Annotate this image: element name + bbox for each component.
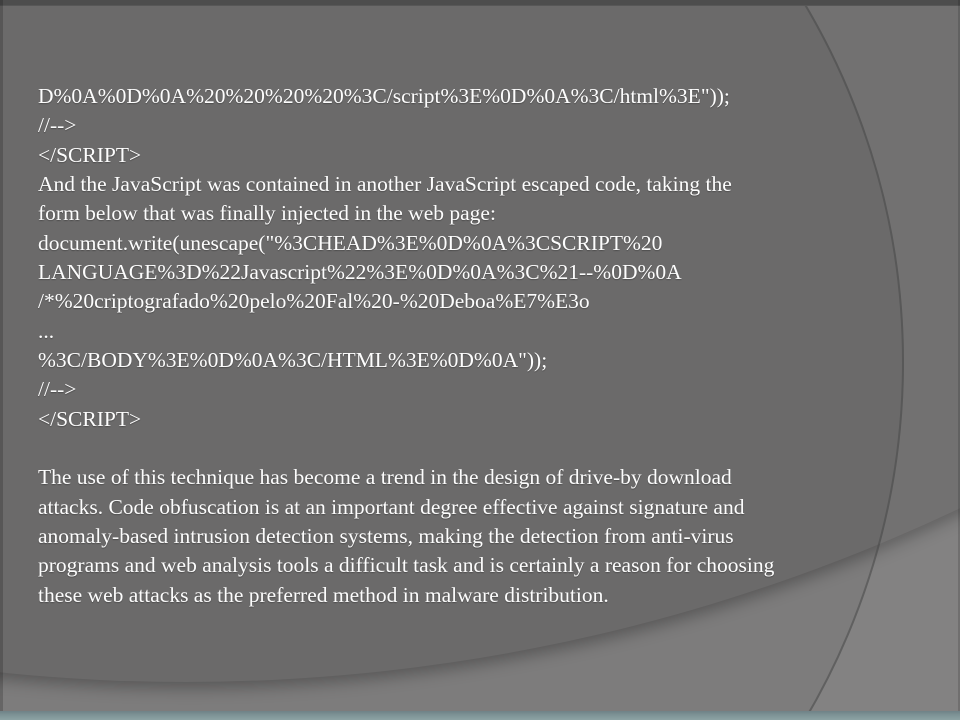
explanation-text: [38, 170, 938, 229]
code-snippet-top: [38, 82, 938, 170]
text-line: /*%20criptografado%20pelo%20Fal%20-%20Deboa%E7%E3o: [38, 289, 590, 314]
text-line: ...: [38, 318, 55, 343]
text-line: programs and web analysis tools a difficult task and is certainly a reason for choosing: [38, 553, 775, 578]
text-line: The use of this technique has become a trend in the design of drive-by download: [38, 465, 732, 490]
text-line: //-->: [38, 113, 77, 138]
text-line: anomaly-based intrusion detection systems, making the detection from anti-virus: [38, 523, 734, 548]
text-line: document.write(unescape("%3CHEAD%3E%0D%0A%3CSCRIPT%20: [38, 230, 663, 255]
text-line: D%0A%0D%0A%20%20%20%20%3C/script%3E%0D%0A%3C/html%3E"));: [38, 84, 730, 108]
text-line: </SCRIPT>: [38, 406, 142, 431]
text-line: these web attacks as the preferred method in malware distribution.: [38, 582, 609, 607]
text-line: LANGUAGE%3D%22Javascript%22%3E%0D%0A%3C%21--%0D%0A: [38, 259, 682, 284]
text-line: </SCRIPT>: [38, 142, 142, 167]
text-line: //-->: [38, 377, 77, 402]
text-line: attacks. Code obfuscation is at an important degree effective against signature and: [38, 494, 745, 519]
text-line: %3C/BODY%3E%0D%0A%3C/HTML%3E%0D%0A"));: [38, 347, 548, 372]
body-paragraph: [38, 463, 938, 610]
slide-bottom-accent-bar: [0, 711, 960, 720]
text-line: form below that was finally injected in the web page:: [38, 201, 496, 226]
slide-left-border: [0, 0, 3, 720]
text-line: And the JavaScript was contained in another JavaScript escaped code, taking the: [38, 171, 732, 196]
code-snippet-main: [38, 229, 938, 434]
slide-body-text: [38, 82, 938, 610]
slide-top-border: [0, 0, 960, 6]
